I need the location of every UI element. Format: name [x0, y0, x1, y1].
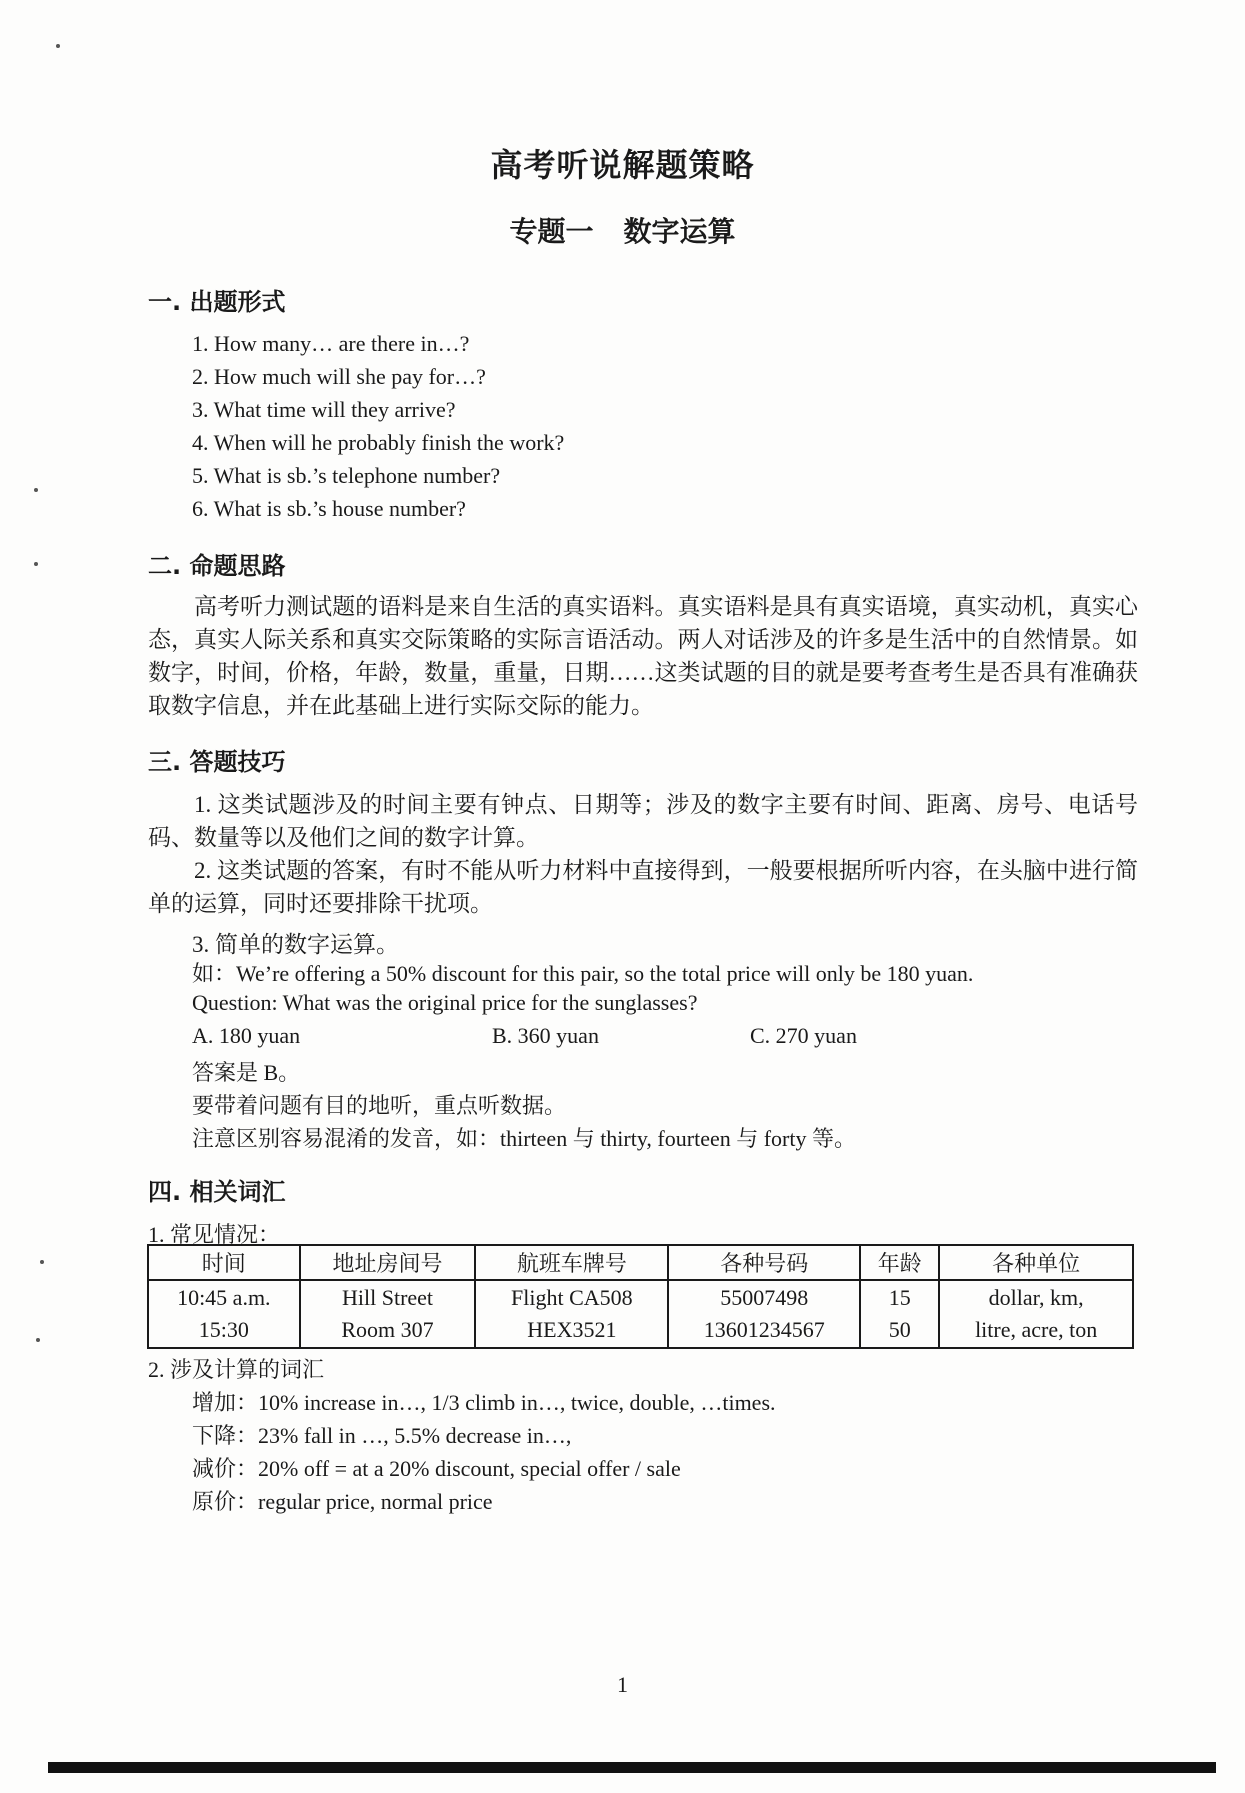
question-item: 1. How many… are there in…?: [192, 331, 470, 356]
cell-value: 15: [888, 1285, 911, 1310]
vocab-table: [147, 1244, 1134, 1349]
section2-paragraph: 高考听力测试题的语料是来自生活的真实语料。真实语料是具有真实语境，真实动机，真实心态，真实人际关系和真实交际策略的实际言语活动。两人对话涉及的许多是生活中的自然情景。如数字，时间，价格，年龄，数量，重量，日期……这类试题的目的就是要考查考生是否具有准确获取数字信息，并在此基础上进行实际交际的能力。: [148, 594, 1138, 718]
vocab-line: 下降：23% fall in …, 5.5% decrease in…,: [192, 1423, 572, 1448]
table-header: 年龄: [860, 1245, 939, 1280]
section2-heading: 二. 命题思路: [148, 552, 286, 580]
option-a: A. 180 yuan: [192, 1023, 301, 1048]
cell-value: dollar, km,: [988, 1285, 1084, 1310]
example-question: Question: What was the original price for the sunglasses?: [192, 990, 698, 1015]
question-item: 5. What is sb.’s telephone number?: [192, 463, 501, 488]
table-header: 各种单位: [939, 1245, 1133, 1280]
option-c: C. 270 yuan: [750, 1023, 857, 1048]
table-header: 地址房间号: [300, 1245, 476, 1280]
scan-speck: [56, 44, 60, 48]
subtitle-topic: 数字运算: [623, 215, 736, 248]
cell-value: Hill Street: [342, 1285, 434, 1310]
table-header: 航班车牌号: [475, 1245, 668, 1280]
common-cases-label: 1. 常见情况：: [148, 1222, 281, 1247]
listening-tip: 要带着问题有目的地听，重点听数据。: [192, 1093, 567, 1118]
example-sentence: 如：We’re offering a 50% discount for this pair, so the total price will only be 180 yuan.: [192, 961, 974, 986]
tip-point-3: 3. 简单的数字运算。: [192, 932, 399, 957]
table-cell: [475, 1280, 668, 1348]
question-item: 2. How much will she pay for…?: [192, 364, 486, 389]
vocab-line: 原价：regular price, normal price: [192, 1489, 493, 1514]
cell-value: Room 307: [341, 1317, 434, 1342]
cell-value: 13601234567: [703, 1317, 825, 1342]
section1-heading: 一. 出题形式: [148, 288, 286, 316]
table-header-row: [148, 1245, 1133, 1280]
question-item: 6. What is sb.’s house number?: [192, 496, 466, 521]
subtitle: [0, 210, 1245, 250]
tip-point-1: 1. 这类试题涉及的时间主要有钟点、日期等；涉及的数字主要有时间、距离、房号、电话号码、数量等以及他们之间的数字计算。: [148, 792, 1138, 850]
page-title: 高考听说解题策略: [490, 146, 755, 184]
scan-speck: [34, 488, 38, 492]
table-cell: [668, 1280, 860, 1348]
table-cell: [300, 1280, 476, 1348]
page-number: 1: [617, 1672, 628, 1697]
question-item: 4. When will he probably finish the work?: [192, 430, 565, 455]
cell-value: 50: [888, 1317, 911, 1342]
scan-speck: [34, 562, 38, 566]
answer-line: 答案是 B。: [192, 1060, 301, 1085]
section3-heading: 三. 答题技巧: [148, 748, 286, 776]
table-cell: [939, 1280, 1133, 1348]
bottom-rule: [48, 1762, 1216, 1773]
option-b: B. 360 yuan: [492, 1023, 599, 1048]
table-cell: [148, 1280, 300, 1348]
section4-heading: 四. 相关词汇: [148, 1178, 286, 1206]
pronunciation-tip: 注意区别容易混淆的发音，如：thirteen 与 thirty, fourteen 与 forty 等。: [192, 1126, 856, 1151]
vocab-line: 减价：20% off = at a 20% discount, special offer / sale: [192, 1456, 681, 1481]
scan-speck: [40, 1260, 44, 1264]
table-row: [148, 1280, 1133, 1348]
table-cell: [860, 1280, 939, 1348]
vocab-line: 增加：10% increase in…, 1/3 climb in…, twice, double, …times.: [192, 1390, 776, 1415]
table-header: 各种号码: [668, 1245, 860, 1280]
cell-value: 55007498: [720, 1285, 809, 1310]
cell-value: 10:45 a.m.: [177, 1285, 271, 1310]
question-item: 3. What time will they arrive?: [192, 397, 456, 422]
table-header: 时间: [148, 1245, 300, 1280]
calc-vocab-label: 2. 涉及计算的词汇: [148, 1357, 325, 1382]
cell-value: HEX3521: [527, 1317, 617, 1342]
scan-speck: [36, 1338, 40, 1342]
cell-value: 15:30: [198, 1317, 249, 1342]
cell-value: Flight CA508: [511, 1285, 633, 1310]
tip-point-2: 2. 这类试题的答案，有时不能从听力材料中直接得到，一般要根据所听内容，在头脑中进行简单的运算，同时还要排除干扰项。: [148, 858, 1138, 916]
cell-value: litre, acre, ton: [975, 1317, 1098, 1342]
subtitle-part: 专题一: [509, 215, 594, 248]
